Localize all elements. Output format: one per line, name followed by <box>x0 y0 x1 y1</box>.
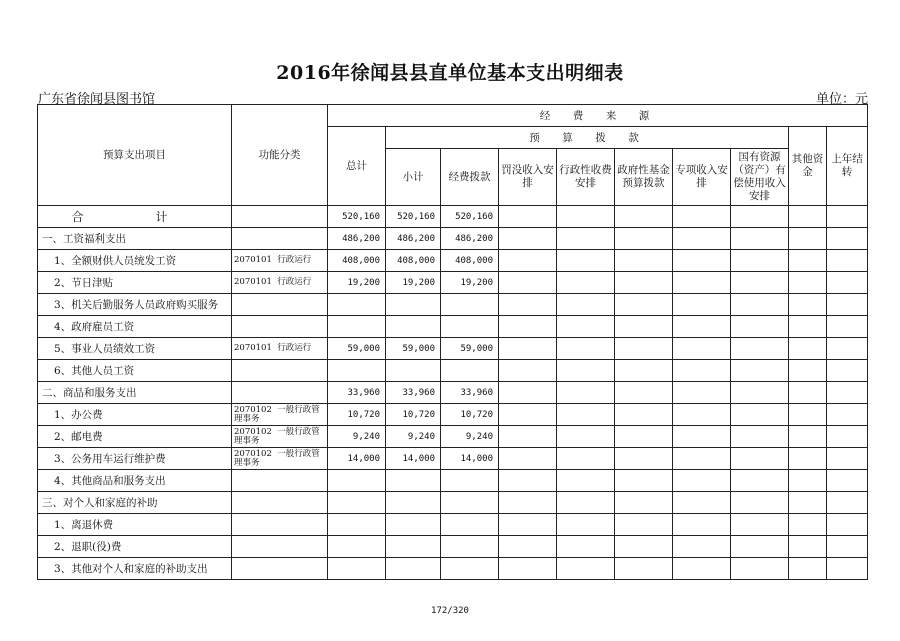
empty-cell <box>557 294 615 316</box>
empty-cell <box>673 250 731 272</box>
empty-cell <box>615 382 673 404</box>
empty-cell <box>615 294 673 316</box>
table-row <box>38 338 868 360</box>
empty-cell <box>615 448 673 470</box>
row-item: 1、离退休费 <box>38 514 232 536</box>
empty-cell <box>615 250 673 272</box>
empty-cell <box>731 294 789 316</box>
empty-cell <box>789 294 827 316</box>
row-subtotal: 14,000 <box>386 448 441 470</box>
table-row <box>38 382 868 404</box>
empty-cell <box>827 272 868 294</box>
row-item: 4、其他商品和服务支出 <box>38 470 232 492</box>
header-carryover: 上年结转 <box>827 127 868 206</box>
row-func <box>232 272 328 294</box>
empty-cell <box>673 492 731 514</box>
empty-cell <box>557 448 615 470</box>
empty-cell <box>673 316 731 338</box>
row-func <box>232 404 328 426</box>
func-code: 2070101 <box>234 255 272 265</box>
row-subtotal <box>386 294 441 316</box>
total-fund: 520,160 <box>441 206 499 228</box>
row-total: 59,000 <box>328 338 386 360</box>
func-code: 2070102 <box>234 426 272 437</box>
row-subtotal <box>386 316 441 338</box>
empty-cell <box>673 514 731 536</box>
empty-cell <box>499 294 557 316</box>
empty-cell <box>827 492 868 514</box>
empty-cell <box>731 492 789 514</box>
row-item: 二、商品和服务支出 <box>38 382 232 404</box>
empty-cell <box>673 360 731 382</box>
empty-cell <box>731 360 789 382</box>
empty-cell <box>615 272 673 294</box>
row-subtotal <box>386 470 441 492</box>
row-total <box>328 492 386 514</box>
empty-cell <box>499 426 557 448</box>
empty-cell <box>615 492 673 514</box>
empty-cell <box>673 404 731 426</box>
empty-cell <box>789 558 827 580</box>
empty-cell <box>827 536 868 558</box>
empty-cell <box>827 294 868 316</box>
table-row <box>38 250 868 272</box>
row-fund <box>441 514 499 536</box>
empty-cell <box>615 360 673 382</box>
empty-cell <box>731 228 789 250</box>
empty-cell <box>499 250 557 272</box>
row-item: 1、办公费 <box>38 404 232 426</box>
empty-cell <box>827 228 868 250</box>
empty-cell <box>789 514 827 536</box>
empty-cell <box>789 382 827 404</box>
empty-cell <box>499 338 557 360</box>
empty-cell <box>731 404 789 426</box>
row-subtotal <box>386 360 441 382</box>
row-subtotal: 486,200 <box>386 228 441 250</box>
header-item: 预算支出项目 <box>38 105 232 206</box>
empty-cell <box>499 514 557 536</box>
row-func <box>232 338 328 360</box>
row-fund: 486,200 <box>441 228 499 250</box>
row-func <box>232 426 328 448</box>
table-row <box>38 558 868 580</box>
table-row <box>38 470 868 492</box>
empty-cell <box>557 536 615 558</box>
func-code: 2070102 <box>234 404 272 415</box>
empty-cell <box>557 514 615 536</box>
row-item: 5、事业人员绩效工资 <box>38 338 232 360</box>
table-row <box>38 426 868 448</box>
empty-cell <box>499 492 557 514</box>
empty-cell <box>731 514 789 536</box>
row-item: 1、全额财供人员统发工资 <box>38 250 232 272</box>
empty-cell <box>557 228 615 250</box>
row-subtotal <box>386 558 441 580</box>
table-row <box>38 404 868 426</box>
row-total <box>328 558 386 580</box>
empty-cell <box>731 382 789 404</box>
empty-cell <box>827 404 868 426</box>
empty-cell <box>557 316 615 338</box>
empty-cell <box>673 558 731 580</box>
empty-cell <box>557 382 615 404</box>
header-budget: 预 算 拨 款 <box>386 127 789 149</box>
empty-cell <box>499 382 557 404</box>
row-fund <box>441 470 499 492</box>
table-row <box>38 536 868 558</box>
empty-cell <box>789 470 827 492</box>
empty-cell <box>789 448 827 470</box>
row-subtotal: 10,720 <box>386 404 441 426</box>
empty-cell <box>557 492 615 514</box>
table-row <box>38 228 868 250</box>
empty-cell <box>731 470 789 492</box>
row-total <box>328 536 386 558</box>
func-name: 行政运行 <box>277 277 312 287</box>
row-subtotal: 408,000 <box>386 250 441 272</box>
row-total: 14,000 <box>328 448 386 470</box>
empty-cell <box>557 558 615 580</box>
empty-cell <box>673 294 731 316</box>
row-subtotal: 9,240 <box>386 426 441 448</box>
empty-cell <box>827 360 868 382</box>
table-row <box>38 492 868 514</box>
row-fund <box>441 294 499 316</box>
header-other: 其他资金 <box>789 127 827 206</box>
empty-cell <box>499 536 557 558</box>
empty-cell <box>615 404 673 426</box>
row-fund: 9,240 <box>441 426 499 448</box>
empty-cell <box>827 338 868 360</box>
row-func <box>232 448 328 470</box>
empty-cell <box>789 228 827 250</box>
empty-cell <box>499 448 557 470</box>
row-fund: 33,960 <box>441 382 499 404</box>
empty-cell <box>499 470 557 492</box>
row-item: 2、节日津贴 <box>38 272 232 294</box>
row-fund: 19,200 <box>441 272 499 294</box>
row-subtotal <box>386 514 441 536</box>
empty-cell <box>731 536 789 558</box>
empty-cell <box>615 316 673 338</box>
empty-cell <box>557 404 615 426</box>
row-fund <box>441 536 499 558</box>
table-row <box>38 272 868 294</box>
func-name: 一般行政管理事务 <box>234 404 320 424</box>
row-total <box>328 316 386 338</box>
row-item: 2、邮电费 <box>38 426 232 448</box>
row-subtotal: 19,200 <box>386 272 441 294</box>
row-item: 3、公务用车运行维护费 <box>38 448 232 470</box>
empty-cell <box>673 536 731 558</box>
row-func <box>232 316 328 338</box>
unit-label: 单位：元 <box>815 92 868 107</box>
row-item: 4、政府雇员工资 <box>38 316 232 338</box>
row-func <box>232 492 328 514</box>
empty-cell <box>827 470 868 492</box>
empty-cell <box>827 316 868 338</box>
row-fund <box>441 492 499 514</box>
row-func <box>232 250 328 272</box>
row-func <box>232 536 328 558</box>
header-state-asset: 国有资源（资产）有偿使用收入安排 <box>731 149 789 206</box>
total-subtotal: 520,160 <box>386 206 441 228</box>
empty-cell <box>557 360 615 382</box>
empty-cell <box>789 316 827 338</box>
func-code: 2070101 <box>234 343 272 353</box>
row-item: 一、工资福利支出 <box>38 228 232 250</box>
table-row <box>38 316 868 338</box>
empty-cell <box>615 338 673 360</box>
empty-cell <box>673 338 731 360</box>
empty-cell <box>615 228 673 250</box>
header-total: 总计 <box>328 127 386 206</box>
row-fund: 14,000 <box>441 448 499 470</box>
header-func: 功能分类 <box>232 105 328 206</box>
empty-cell <box>499 228 557 250</box>
empty-cell <box>827 250 868 272</box>
func-name: 一般行政管理事务 <box>234 426 320 446</box>
row-func <box>232 294 328 316</box>
row-fund <box>441 558 499 580</box>
empty-cell <box>615 470 673 492</box>
row-item: 6、其他人员工资 <box>38 360 232 382</box>
row-item: 三、对个人和家庭的补助 <box>38 492 232 514</box>
row-total <box>328 294 386 316</box>
empty-cell <box>789 360 827 382</box>
empty-cell <box>615 426 673 448</box>
row-func <box>232 470 328 492</box>
header-admin-fee: 行政性收费安排 <box>557 149 615 206</box>
table-row <box>38 514 868 536</box>
empty-cell <box>789 426 827 448</box>
empty-cell <box>789 338 827 360</box>
row-total: 408,000 <box>328 250 386 272</box>
empty-cell <box>731 338 789 360</box>
empty-cell <box>789 536 827 558</box>
empty-cell <box>731 250 789 272</box>
row-total: 19,200 <box>328 272 386 294</box>
row-func <box>232 360 328 382</box>
row-total: 10,720 <box>328 404 386 426</box>
empty-cell <box>615 558 673 580</box>
empty-cell <box>789 272 827 294</box>
header-fine: 罚没收入安排 <box>499 149 557 206</box>
empty-cell <box>827 426 868 448</box>
row-fund: 408,000 <box>441 250 499 272</box>
empty-cell <box>615 514 673 536</box>
row-total <box>328 470 386 492</box>
empty-cell <box>789 492 827 514</box>
empty-cell <box>673 426 731 448</box>
total-row <box>38 206 868 228</box>
func-name: 行政运行 <box>277 255 312 265</box>
empty-cell <box>557 338 615 360</box>
row-total <box>328 514 386 536</box>
row-total: 9,240 <box>328 426 386 448</box>
table-row <box>38 448 868 470</box>
empty-cell <box>731 316 789 338</box>
total-total: 520,160 <box>328 206 386 228</box>
row-item: 2、退职(役)费 <box>38 536 232 558</box>
row-total: 33,960 <box>328 382 386 404</box>
empty-cell <box>557 272 615 294</box>
func-code: 2070101 <box>234 277 272 287</box>
header-subtotal: 小计 <box>386 149 441 206</box>
row-subtotal: 59,000 <box>386 338 441 360</box>
expenditure-table <box>37 104 868 580</box>
empty-cell <box>557 250 615 272</box>
empty-cell <box>499 272 557 294</box>
row-fund <box>441 316 499 338</box>
empty-cell <box>499 404 557 426</box>
row-func <box>232 228 328 250</box>
row-func <box>232 382 328 404</box>
empty-cell <box>673 448 731 470</box>
row-func <box>232 514 328 536</box>
row-fund: 10,720 <box>441 404 499 426</box>
empty-cell <box>827 448 868 470</box>
table-row <box>38 294 868 316</box>
empty-cell <box>731 426 789 448</box>
empty-cell <box>499 558 557 580</box>
empty-cell <box>789 250 827 272</box>
empty-cell <box>499 316 557 338</box>
header-source: 经 费 来 源 <box>328 105 868 127</box>
empty-cell <box>557 470 615 492</box>
row-total: 486,200 <box>328 228 386 250</box>
empty-cell <box>827 514 868 536</box>
organization-name: 广东省徐闻县图书馆 <box>38 92 156 107</box>
row-item: 3、机关后勤服务人员政府购买服务 <box>38 294 232 316</box>
row-item: 3、其他对个人和家庭的补助支出 <box>38 558 232 580</box>
row-subtotal <box>386 492 441 514</box>
empty-cell <box>731 272 789 294</box>
row-func <box>232 558 328 580</box>
header-special: 专项收入安排 <box>673 149 731 206</box>
total-label: 合 计 <box>38 206 232 228</box>
empty-cell <box>673 228 731 250</box>
empty-cell <box>789 404 827 426</box>
page-number: 172/320 <box>431 606 469 616</box>
row-total <box>328 360 386 382</box>
empty-cell <box>615 536 673 558</box>
table-row <box>38 360 868 382</box>
empty-cell <box>673 272 731 294</box>
row-fund: 59,000 <box>441 338 499 360</box>
empty-cell <box>499 360 557 382</box>
empty-cell <box>557 426 615 448</box>
empty-cell <box>673 470 731 492</box>
func-code: 2070102 <box>234 448 272 459</box>
empty-cell <box>827 558 868 580</box>
empty-cell <box>827 382 868 404</box>
func-name: 一般行政管理事务 <box>234 448 320 468</box>
row-subtotal: 33,960 <box>386 382 441 404</box>
func-name: 行政运行 <box>277 343 312 353</box>
empty-cell <box>731 448 789 470</box>
empty-cell <box>731 558 789 580</box>
row-subtotal <box>386 536 441 558</box>
page-title: 2016年徐闻县县直单位基本支出明细表 <box>276 62 624 84</box>
empty-cell <box>673 382 731 404</box>
header-gov-fund: 政府性基金预算拨款 <box>615 149 673 206</box>
header-fund: 经费拨款 <box>441 149 499 206</box>
row-fund <box>441 360 499 382</box>
